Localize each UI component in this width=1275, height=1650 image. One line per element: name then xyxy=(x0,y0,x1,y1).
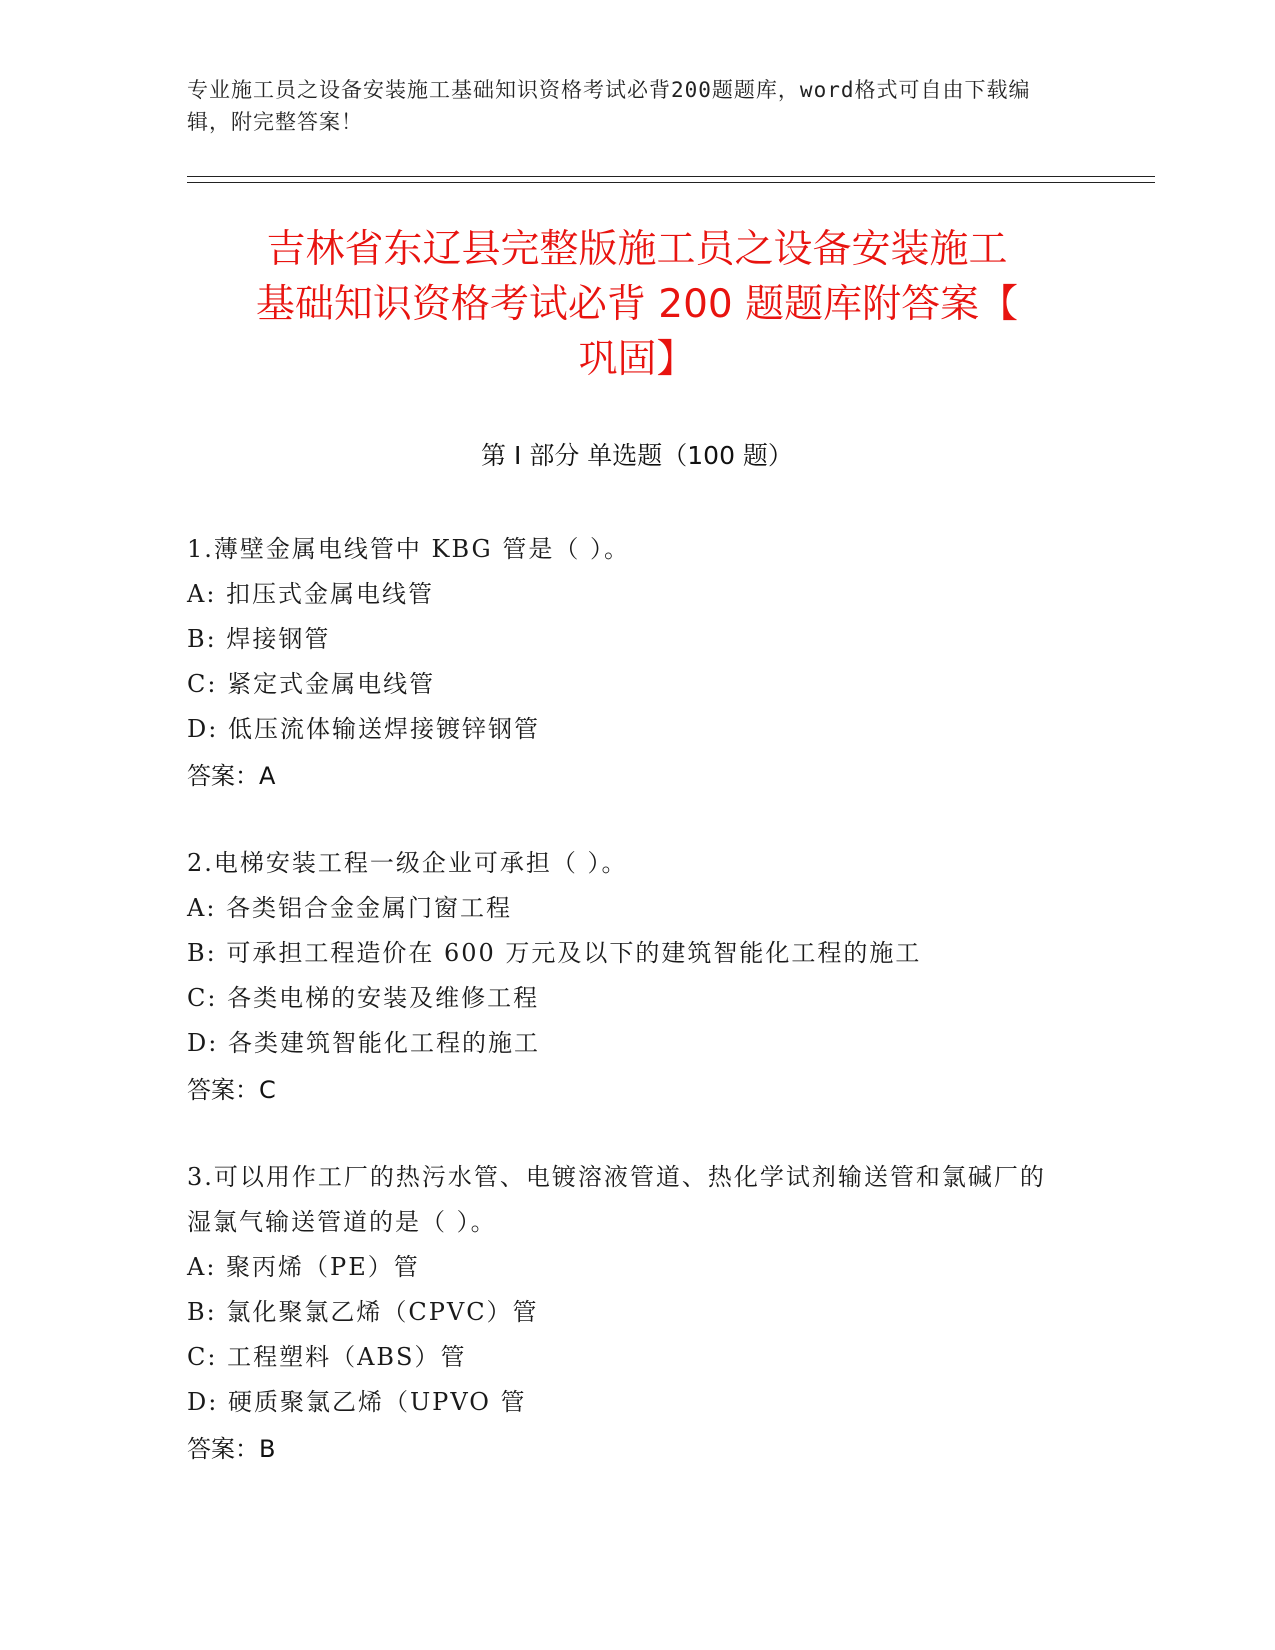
option-c: C: 紧定式金属电线管 xyxy=(187,670,436,698)
header-divider-bottom xyxy=(187,182,1155,183)
title-line-1: 吉林省东辽县完整版施工员之设备安装施工 xyxy=(266,227,1008,272)
header-note: 专业施工员之设备安装施工基础知识资格考试必背200题题库，word格式可自由下载编辑，附完整答案！ xyxy=(187,78,1031,134)
question-1 xyxy=(187,527,1067,799)
section-title: 第 I 部分 单选题（100 题） xyxy=(481,441,793,470)
option-b: B: 氯化聚氯乙烯（CPVC）管 xyxy=(187,1298,539,1326)
option-c: C: 各类电梯的安装及维修工程 xyxy=(187,984,540,1012)
title-line-3: 巩固】 xyxy=(578,337,696,382)
answer: 答案：B xyxy=(187,1435,276,1463)
option-d: D: 各类建筑智能化工程的施工 xyxy=(187,1029,540,1057)
question-3 xyxy=(187,1155,1067,1472)
question-stem: 1.薄壁金属电线管中 KBG 管是（ ）。 xyxy=(187,535,630,563)
option-b: B: 焊接钢管 xyxy=(187,625,331,653)
option-d: D: 硬质聚氯乙烯（UPVO 管 xyxy=(187,1388,527,1416)
option-d: D: 低压流体输送焊接镀锌钢管 xyxy=(187,715,540,743)
title-line-2: 基础知识资格考试必背 200 题题库附答案【 xyxy=(255,282,1019,327)
option-b: B: 可承担工程造价在 600 万元及以下的建筑智能化工程的施工 xyxy=(187,939,922,967)
option-a: A: 扣压式金属电线管 xyxy=(187,580,435,608)
option-c: C: 工程塑料（ABS）管 xyxy=(187,1343,467,1371)
question-stem: 3.可以用作工厂的热污水管、电镀溶液管道、热化学试剂输送管和氯碱厂的湿氯气输送管道的是（ ）。 xyxy=(187,1163,1046,1236)
header-divider-top xyxy=(187,176,1155,177)
document-title xyxy=(187,222,1087,387)
question-2 xyxy=(187,841,1067,1113)
answer: 答案：A xyxy=(187,762,276,790)
question-list xyxy=(187,527,1067,1514)
option-a: A: 聚丙烯（PE）管 xyxy=(187,1253,420,1281)
answer: 答案：C xyxy=(187,1076,276,1104)
option-a: A: 各类铝合金金属门窗工程 xyxy=(187,894,513,922)
question-stem: 2.电梯安装工程一级企业可承担（ ）。 xyxy=(187,849,628,877)
